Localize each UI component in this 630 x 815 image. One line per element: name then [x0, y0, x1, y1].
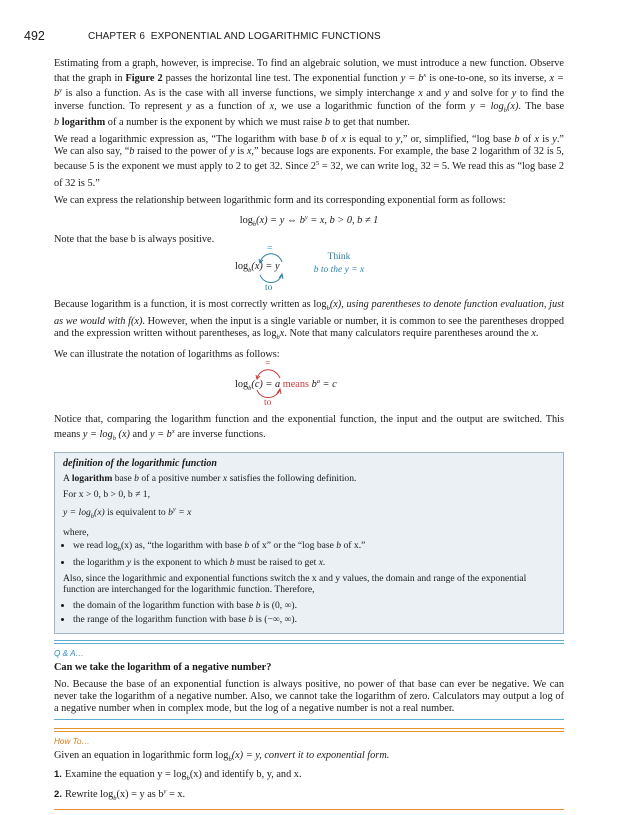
chapter-label: CHAPTER 6	[88, 31, 146, 42]
equals-label-red: =	[265, 359, 271, 370]
definition-condition: For x > 0, b > 0, b ≠ 1,	[63, 488, 150, 500]
means-label: means	[282, 379, 309, 391]
page-number: 492	[24, 29, 45, 43]
diagram-means	[54, 359, 564, 409]
definition-title: definition of the logarithmic function	[63, 457, 217, 469]
qa-box	[54, 640, 564, 720]
chapter-heading	[88, 31, 381, 42]
howto-label: How To…	[54, 737, 90, 747]
paragraph-illustrate: We can illustrate the notation of logarithms as follows:	[54, 349, 280, 361]
log-expression-c: $\log_b(c) = a$ means $b^a = c$	[235, 378, 337, 393]
paragraph-reading: We read a logarithmic expression as, “The logarithm with base b of x is equal to y,” or, simplified, “log base b of x is y.” We can also say, “b raised to the power of y is x,” because logs are exponents. For example, the base 2 logarithm of 32 is 5, because 5 is the exponent we must apply to 2 to get 32. Since $2^5 = 32$, we can write $\log_2 32 = 5$. We read this as “log base 2 of 32 is 5.”	[54, 134, 564, 189]
list-item: • the range of the logarithm function with base b is (−∞, ∞).	[73, 614, 555, 626]
definition-box	[54, 452, 564, 635]
definition-also: Also, since the logarithmic and exponential functions switch the x and y values, the domain and range of the exponential function are interchanged for the logarithmic function. Therefore,	[63, 572, 527, 596]
paragraph-notation: Because logarithm is a function, it is most correctly written as $\log_b(x)$, using parentheses to denote function evaluation, just as we would with f(x). However, when the input is a single variable or number, it is common to see the parentheses dropped and the expression written without parentheses, as $\log_bx$. Note that many calculators require parentheses around the x.	[54, 299, 565, 341]
howto-given: Given an equation in logarithmic form $\log_b(x) = y$, convert it to exponential form.	[54, 750, 390, 764]
list-item: 2. Rewrite $\log_b(x) = y$ as $b^y = x$.	[54, 787, 186, 802]
think-note: Think b to the y = x	[313, 252, 365, 275]
to-label: to	[265, 283, 273, 294]
list-item: • we read $\log_b(x)$ as, “the logarithm with base b of x” or the “log base b of x.”	[73, 540, 555, 556]
divider	[54, 731, 564, 732]
definition-domain-range	[63, 600, 555, 625]
list-item: • the domain of the logarithm function with base b is (0, ∞).	[73, 600, 555, 612]
qa-question: Can we take the logarithm of a negative number?	[54, 662, 272, 674]
definition-intro: A logarithm base b of a positive number x satisfies the following definition.	[63, 473, 357, 485]
qa-label: Q & A…	[54, 649, 84, 659]
definition-equivalence: $y = \log_b(x)$ is equivalent to $b^y = x$	[63, 506, 192, 521]
divider	[54, 719, 564, 720]
equation-log-exp: $\log_b(x) = y$ ⇔ $b^y = x$, b > 0, b ≠ 1	[239, 214, 379, 229]
divider	[54, 728, 564, 729]
howto-box	[54, 728, 564, 810]
list-item: • the logarithm y is the exponent to which b must be raised to get x.	[73, 557, 555, 569]
chapter-title: EXPONENTIAL AND LOGARITHMIC FUNCTIONS	[150, 31, 381, 42]
log-expression: $\log_b(x) = y$	[235, 261, 280, 275]
divider	[54, 809, 564, 810]
equals-label: =	[267, 244, 273, 255]
paragraph-base-note: Note that the base b is always positive.	[54, 234, 215, 246]
qa-answer: No. Because the base of an exponential function is always positive, no power of that base can ever be negative. We can never take the logarithm of a negative number. Also, we cannot take the logarithm of zero. Calculators may output a log of a negative number when in complex mode, but the log of a negative number is not a real number.	[54, 678, 564, 714]
figure-reference[interactable]: Figure 2	[125, 73, 163, 85]
definition-where: where,	[63, 527, 89, 539]
paragraph-relationship: We can express the relationship between logarithmic form and its corresponding exponential form as follows:	[54, 194, 506, 206]
to-label-red: to	[264, 398, 272, 409]
diagram-think	[54, 244, 564, 294]
page-header	[24, 29, 610, 45]
divider	[54, 643, 564, 644]
page-content	[54, 58, 564, 810]
definition-bullets	[63, 540, 555, 569]
paragraph-inverse: Notice that, comparing the logarithm function and the exponential function, the input and the output are switched. This means $y = \log_b (x)$ and $y = b^x$ are inverse functions.	[54, 414, 564, 443]
term-logarithm: logarithm	[61, 116, 106, 128]
divider	[54, 640, 564, 641]
list-item: 1. Examine the equation $y = \log_b(x)$ and identify b, y, and x.	[54, 768, 302, 782]
howto-steps	[54, 769, 564, 805]
paragraph-intro: Estimating from a graph, however, is imprecise. To find an algebraic solution, we must introduce a new function. Observe that the graph in Figure 2 passes the horizontal line test. The exponential function $y = b^x$ is one-to-one, so its inverse, $x = b^y$ is also a function. As is the case with all inverse functions, we simply interchange x and y and solve for y to find the inverse function. To represent y as a function of x, we use a logarithmic function of the form $y = \log_b(x)$. The base b logarithm of a number is the exponent by which we must raise b to get that number.	[54, 58, 565, 128]
